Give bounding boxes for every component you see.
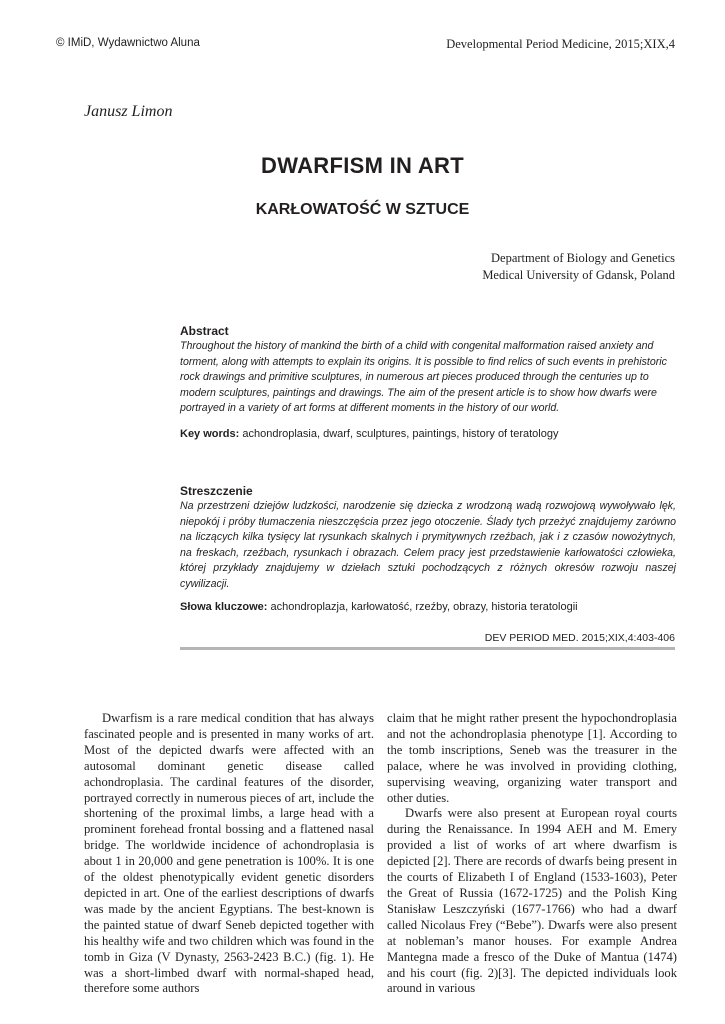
streszczenie-section	[180, 484, 676, 593]
affiliation-department: Department of Biology and Genetics	[491, 251, 675, 265]
affiliation	[482, 250, 675, 284]
keywords-text: achondroplasia, dwarf, sculptures, paintings, history of teratology	[242, 428, 559, 440]
affiliation-university: Medical University of Gdansk, Poland	[482, 268, 675, 282]
journal-header: Developmental Period Medicine, 2015;XIX,4	[446, 37, 675, 51]
abstract-heading: Abstract	[180, 324, 229, 338]
streszczenie-heading: Streszczenie	[180, 484, 253, 498]
abstract-section	[180, 324, 676, 417]
publisher-header: © IMiD, Wydawnictwo Aluna	[56, 37, 200, 49]
article-title: DWARFISM IN ART	[261, 153, 464, 178]
keywords-label: Key words:	[180, 428, 240, 440]
body-paragraph: Dwarfs were also present at European royal courts during the Renaissance. In 1994 AEH and M. Emery provided a list of works of art where dwarfism is depicted [2]. There are records of dwarfs being present in the courts of Elizabeth I of England (1533-1603), Peter the Great of Russia (1672-1725) and the Polish King Stanisław Leszczyński (1677-1766) who had a dwarf called Nicolaus Frey (“Bebe”). Dwarfs were also present at nobleman’s manor houses. For example Andrea Mantegna made a fresco of the Duke of Mantua (1474) and his court (fig. 2)[3]. The depicted individuals look around in various	[387, 806, 677, 996]
author-name: Janusz Limon	[84, 103, 173, 120]
keywords-line	[180, 428, 676, 440]
citation-line: DEV PERIOD MED. 2015;XIX,4:403-406	[484, 632, 675, 644]
slowa-kluczowe-line	[180, 601, 676, 613]
body-paragraph: Dwarfism is a rare medical condition that has always fascinated people and is presented in many works of art. Most of the depicted dwarfs were affected with an autosomal dominant genetic disease called achondroplasia. The cardinal features of the disorder, portrayed correctly in numerous pieces of art, include the shortening of the proximal limbs, a large head with a prominent forehead frontal bossing and a flattened nasal bridge. The worldwide incidence of achondroplasia is about 1 in 20,000 and gene penetration is 100%. It is one of the oldest phenotypically evident genetic disorders depicted in art. One of the earliest descriptions of dwarfs was made by the ancient Egyptians. The best-known is the painted statue of dwarf Seneb depicted together with his healthy wife and two children which was found in the tomb in Giza (V Dynasty, 2563-2423 B.C.) (fig. 1). He was a short-limbed dwarf with normal-shaped head, therefore some authors	[84, 711, 374, 996]
slowa-kluczowe-text: achondroplazja, karłowatość, rzeźby, obrazy, historia teratologii	[270, 601, 578, 613]
body-column-left	[84, 711, 374, 997]
abstract-text: Throughout the history of mankind the birth of a child with congenital malformation raised anxiety and torment, along with attempts to explain its origins. It is possible to find relics of such events in prehistoric rock drawings and primitive sculptures, in numerous art pieces produced through the centuries up to modern sculptures, paintings and drawings. The aim of the present article is to show how dwarfs were portrayed in a variety of art forms at different moments in the history of our world.	[180, 340, 667, 415]
section-divider	[180, 647, 675, 650]
streszczenie-text: Na przestrzeni dziejów ludzkości, narodzenie się dziecka z wrodzoną wadą rozwojową wywoływało lęk, niepokój i próby tłumaczenia nieszczęścia przez jego otoczenie. Ślady tych przeżyć znajdujemy zarówno na liczących kilka tysięcy lat rysunkach skalnych i prymitywnych rzeźbach, jak i z czasów nowożytnych, na freskach, rzeźbach, rysunkach i obrazach. Celem pracy jest przedstawienie karłowatości człowieka, której przykłady znajdujemy w dziełach sztuki pochodzących z różnych okresów rozwoju naszej cywilizacji.	[180, 500, 676, 590]
body-paragraph: claim that he might rather present the hypochondroplasia and not the achondroplasia phenotype [1]. According to the tomb inscriptions, Seneb was the treasurer in the palace, where he was involved in providing clothing, supervising weaving, organizing water transport and other duties.	[387, 711, 677, 805]
article-subtitle: KARŁOWATOŚĆ W SZTUCE	[255, 201, 470, 218]
slowa-kluczowe-label: Słowa kluczowe:	[180, 601, 268, 613]
body-column-right	[387, 711, 677, 997]
